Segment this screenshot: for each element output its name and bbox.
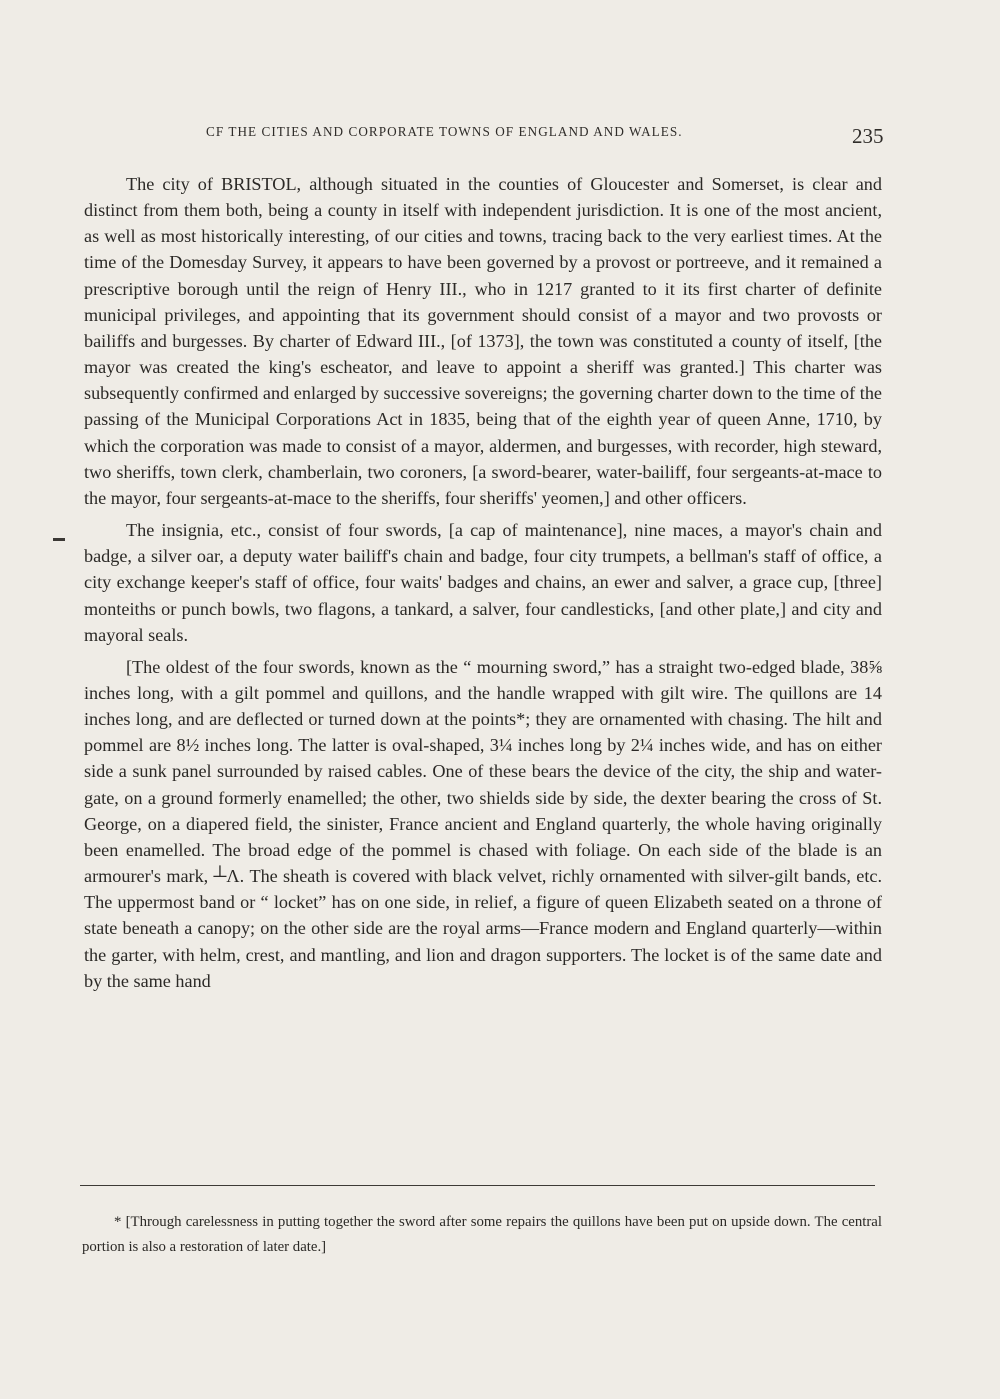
footnote-divider <box>80 1185 875 1186</box>
body-text <box>84 171 882 1000</box>
page-number: 235 <box>852 124 884 148</box>
margin-mark <box>53 538 65 541</box>
paragraph-insignia-list: The insignia, etc., consist of four swords, [a cap of maintenance], nine maces, a mayor's chain and badge, a silver oar, a deputy water bailiff's chain and badge, four city trumpets, a bellman's staff of office, a city exchange keeper's staff of office, four waits' badges and chains, an ewer and salver, a grace cup, [three] monteiths or punch bowls, two flagons, a tankard, a salver, four candlesticks, [and other plate,] and city and mayoral seals. <box>84 520 882 645</box>
paragraph-mourning-sword: [The oldest of the four swords, known as the “ mourning sword,” has a straight two-edged blade, 38⅝ inches long, with a gilt pommel and quillons, and the handle wrapped with gilt wire. The quillons are 14 inches long, and are deflected or turned down at the points*; they are ornamented with chasing. The hilt and pommel are 8½ inches long. The latter is oval-shaped, 3¼ inches long by 2¼ inches wide, and has on either side a sunk panel surrounded by raised cables. One of these bears the device of the city, the ship and water-gate, on a ground formerly enamelled; the other, two shields side by side, the dexter bearing the cross of St. George, on a diapered field, the sinister, France ancient and England quarterly, the whole having originally been enamelled. The broad edge of the pommel is chased with foliage. On each side of the blade is an armourer's mark, ┴Λ. The sheath is covered with black velvet, richly ornamented with silver-gilt bands, etc. The uppermost band or “ locket” has on one side, in relief, a figure of queen Elizabeth seated on a throne of state beneath a canopy; on the other side are the royal arms—France modern and England quarterly—within the garter, with helm, crest, and mantling, and lion and dragon supporters. The locket is of the same date and by the same hand <box>84 656 882 991</box>
paragraph-bristol-history: The city of BRISTOL, although situated in the counties of Gloucester and Somerset, is clear and distinct from them both, being a county in itself with independent jurisdiction. It is one of the most ancient, as well as most historically interesting, of our cities and towns, tracing back to the very earliest times. At the time of the Domesday Survey, it appears to have been governed by a provost or portreeve, and it remained a prescriptive borough until the reign of Henry III., who in 1217 granted to it its first charter of definite municipal privileges, and appointing that its government should consist of a mayor and two provosts or bailiffs and burgesses. By charter of Edward III., [of 1373], the town was constituted a county of itself, [the mayor was created the king's escheator, and leave to appoint a sheriff was granted.] This charter was subsequently confirmed and enlarged by successive sovereigns; the governing charter down to the time of the passing of the Municipal Corporations Act in 1835, being that of the eighth year of queen Anne, 1710, by which the corporation was made to consist of a mayor, aldermen, and burgesses, with recorder, high steward, two sheriffs, town clerk, chamberlain, two coroners, [a sword-bearer, water-bailiff, four sergeants-at-mace to the mayor, four sergeants-at-mace to the sheriffs, four sheriffs' yeomen,] and other officers. <box>84 174 882 508</box>
footnote: * [Through carelessness in putting together the sword after some repairs the quillons have been put on upside down. The central portion is also a restoration of later date.] <box>82 1214 882 1255</box>
running-title: CF THE CITIES AND CORPORATE TOWNS OF ENGLAND AND WALES. <box>206 124 683 139</box>
